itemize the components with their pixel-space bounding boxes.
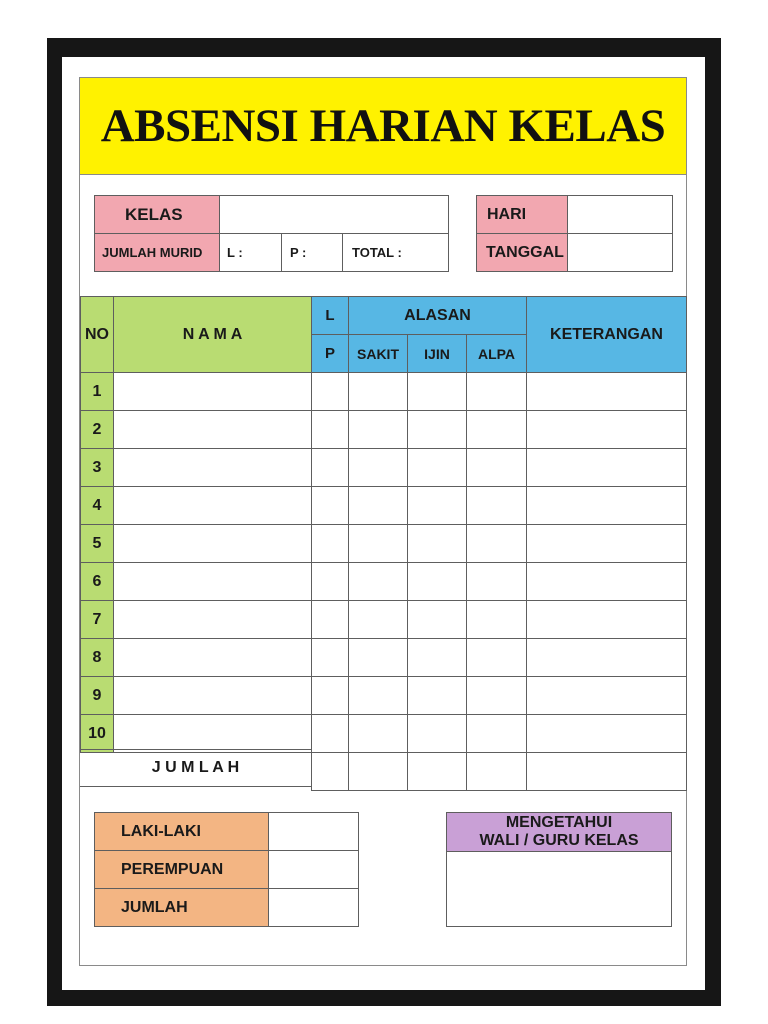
alasan-header: ALASAN <box>348 296 527 335</box>
laki-laki-label: LAKI-LAKI <box>94 812 269 851</box>
nama-cell[interactable] <box>113 562 312 601</box>
no-cell: 2 <box>80 410 114 449</box>
ijin-cell[interactable] <box>407 524 467 563</box>
signature-line-2: WALI / GURU KELAS <box>479 832 639 849</box>
jumlah-murid-label: JUMLAH MURID <box>94 233 220 272</box>
ijin-header: IJIN <box>407 334 467 373</box>
keterangan-cell[interactable] <box>526 524 687 563</box>
ijin-cell[interactable] <box>407 410 467 449</box>
jumlah-row-label: J U M L A H <box>80 749 312 787</box>
jumlah-sakit-cell[interactable] <box>348 752 408 791</box>
hari-field[interactable] <box>567 195 673 234</box>
no-cell: 8 <box>80 638 114 677</box>
alpa-cell[interactable] <box>466 638 527 677</box>
ijin-cell[interactable] <box>407 448 467 487</box>
keterangan-header: KETERANGAN <box>526 296 687 373</box>
sakit-cell[interactable] <box>348 410 408 449</box>
jumlah-p-field[interactable]: P : <box>281 233 343 272</box>
nama-cell[interactable] <box>113 372 312 411</box>
hari-label: HARI <box>476 195 568 234</box>
signature-line-1: MENGETAHUI <box>505 814 613 831</box>
sakit-cell[interactable] <box>348 448 408 487</box>
sakit-cell[interactable] <box>348 562 408 601</box>
sakit-cell[interactable] <box>348 714 408 753</box>
tanggal-label: TANGGAL <box>476 233 568 272</box>
nama-cell[interactable] <box>113 600 312 639</box>
keterangan-cell[interactable] <box>526 562 687 601</box>
nama-cell[interactable] <box>113 524 312 563</box>
ijin-cell[interactable] <box>407 714 467 753</box>
nama-cell[interactable] <box>113 410 312 449</box>
alpa-cell[interactable] <box>466 600 527 639</box>
no-cell: 9 <box>80 676 114 715</box>
jumlah-alpa-cell[interactable] <box>466 752 527 791</box>
jumlah-keterangan-cell[interactable] <box>526 752 687 791</box>
keterangan-cell[interactable] <box>526 600 687 639</box>
jumlah-summary-label: JUMLAH <box>94 888 269 927</box>
nama-cell[interactable] <box>113 486 312 525</box>
perempuan-label: PEREMPUAN <box>94 850 269 889</box>
alpa-cell[interactable] <box>466 676 527 715</box>
p-header: P <box>311 334 349 373</box>
nama-cell[interactable] <box>113 448 312 487</box>
tanggal-field[interactable] <box>567 233 673 272</box>
page-title: ABSENSI HARIAN KELAS <box>100 100 666 152</box>
no-cell: 10 <box>80 714 114 753</box>
alpa-header: ALPA <box>466 334 527 373</box>
lp-cell[interactable] <box>311 524 349 563</box>
keterangan-cell[interactable] <box>526 372 687 411</box>
ijin-cell[interactable] <box>407 676 467 715</box>
no-header: NO <box>80 296 114 373</box>
keterangan-cell[interactable] <box>526 410 687 449</box>
kelas-label: KELAS <box>94 195 220 234</box>
ijin-cell[interactable] <box>407 486 467 525</box>
no-cell: 5 <box>80 524 114 563</box>
alpa-cell[interactable] <box>466 714 527 753</box>
lp-cell[interactable] <box>311 676 349 715</box>
sakit-cell[interactable] <box>348 638 408 677</box>
sakit-header: SAKIT <box>348 334 408 373</box>
lp-cell[interactable] <box>311 638 349 677</box>
alpa-cell[interactable] <box>466 372 527 411</box>
lp-cell[interactable] <box>311 562 349 601</box>
alpa-cell[interactable] <box>466 448 527 487</box>
nama-cell[interactable] <box>113 714 312 753</box>
perempuan-field[interactable] <box>268 850 359 889</box>
alpa-cell[interactable] <box>466 486 527 525</box>
jumlah-summary-field[interactable] <box>268 888 359 927</box>
title-banner <box>80 78 686 175</box>
sakit-cell[interactable] <box>348 486 408 525</box>
sakit-cell[interactable] <box>348 600 408 639</box>
laki-laki-field[interactable] <box>268 812 359 851</box>
keterangan-cell[interactable] <box>526 638 687 677</box>
sakit-cell[interactable] <box>348 524 408 563</box>
alpa-cell[interactable] <box>466 562 527 601</box>
lp-cell[interactable] <box>311 410 349 449</box>
no-cell: 3 <box>80 448 114 487</box>
no-cell: 7 <box>80 600 114 639</box>
nama-cell[interactable] <box>113 676 312 715</box>
ijin-cell[interactable] <box>407 600 467 639</box>
jumlah-total-field[interactable]: TOTAL : <box>342 233 449 272</box>
keterangan-cell[interactable] <box>526 448 687 487</box>
jumlah-l-field[interactable]: L : <box>219 233 282 272</box>
nama-header: N A M A <box>113 296 312 373</box>
lp-cell[interactable] <box>311 600 349 639</box>
lp-cell[interactable] <box>311 714 349 753</box>
lp-cell[interactable] <box>311 486 349 525</box>
ijin-cell[interactable] <box>407 638 467 677</box>
no-cell: 1 <box>80 372 114 411</box>
sakit-cell[interactable] <box>348 372 408 411</box>
jumlah-lp-cell[interactable] <box>311 752 349 791</box>
alpa-cell[interactable] <box>466 410 527 449</box>
ijin-cell[interactable] <box>407 562 467 601</box>
jumlah-ijin-cell[interactable] <box>407 752 467 791</box>
signature-header <box>446 812 672 852</box>
kelas-field[interactable] <box>219 195 449 234</box>
no-cell: 4 <box>80 486 114 525</box>
sakit-cell[interactable] <box>348 676 408 715</box>
lp-cell[interactable] <box>311 372 349 411</box>
alpa-cell[interactable] <box>466 524 527 563</box>
l-header: L <box>311 296 349 335</box>
keterangan-cell[interactable] <box>526 486 687 525</box>
ijin-cell[interactable] <box>407 372 467 411</box>
lp-cell[interactable] <box>311 448 349 487</box>
signature-field[interactable] <box>446 851 672 927</box>
nama-cell[interactable] <box>113 638 312 677</box>
keterangan-cell[interactable] <box>526 676 687 715</box>
no-cell: 6 <box>80 562 114 601</box>
keterangan-cell[interactable] <box>526 714 687 753</box>
